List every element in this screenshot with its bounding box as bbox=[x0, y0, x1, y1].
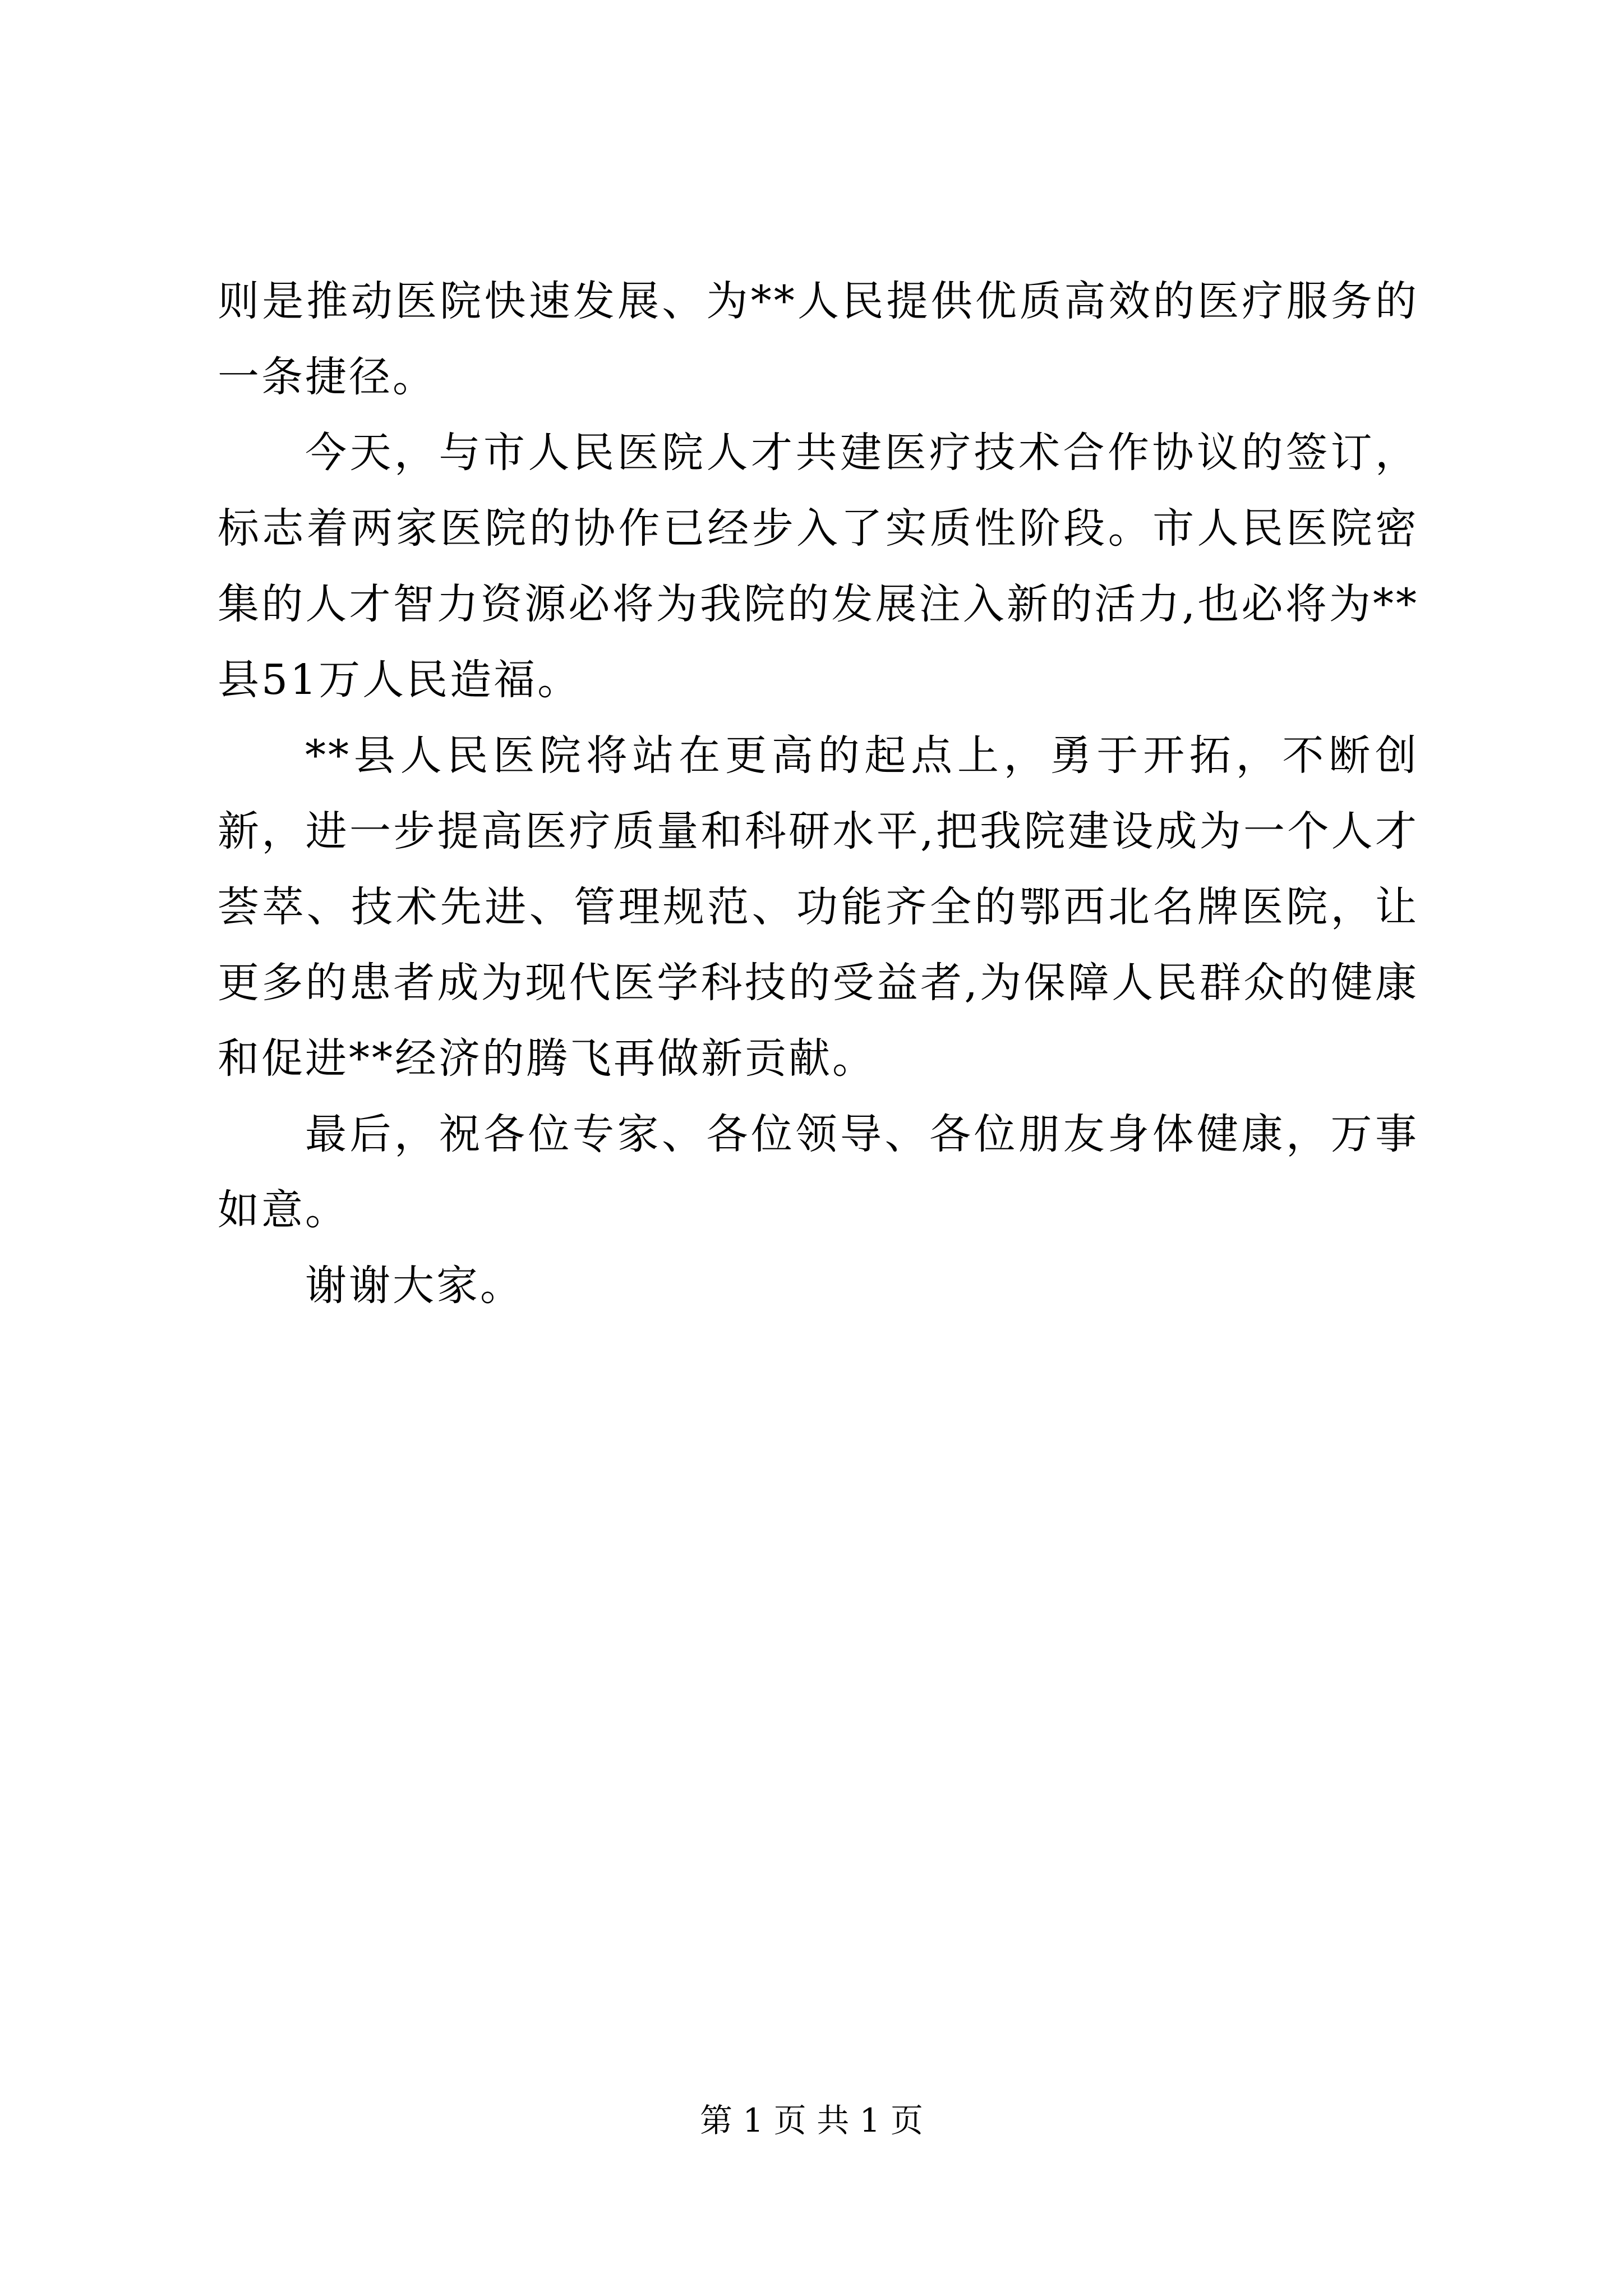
page-footer: 第 1 页 共 1 页 bbox=[700, 2101, 923, 2139]
document-body bbox=[218, 264, 1419, 1324]
paragraph-agreement: 今天，与市人民医院人才共建医疗技术合作协议的签订，标志着两家医院的协作已经步入了实质性阶段。市人民医院密集的人才智力资源必将为我院的发展注入新的活力,也必将为**县51万人民造福。 bbox=[218, 429, 1419, 704]
paragraph-blessing: 最后，祝各位专家、各位领导、各位朋友身体健康，万事如意。 bbox=[218, 1110, 1419, 1234]
paragraph-hospital-goals: **县人民医院将站在更高的起点上，勇于开拓，不断创新，进一步提高医疗质量和科研水平,把我院建设成为一个人才荟萃、技术先进、管理规范、功能齐全的鄂西北名牌医院，让更多的患者成为现代医学科技的受益者,为保障人民群众的健康和促进**经济的腾飞再做新贡献。 bbox=[218, 731, 1419, 1083]
paragraph-continuation: 则是推动医院快速发展、为**人民提供优质高效的医疗服务的一条捷径。 bbox=[218, 277, 1419, 401]
paragraph-thanks: 谢谢大家。 bbox=[305, 1262, 524, 1310]
